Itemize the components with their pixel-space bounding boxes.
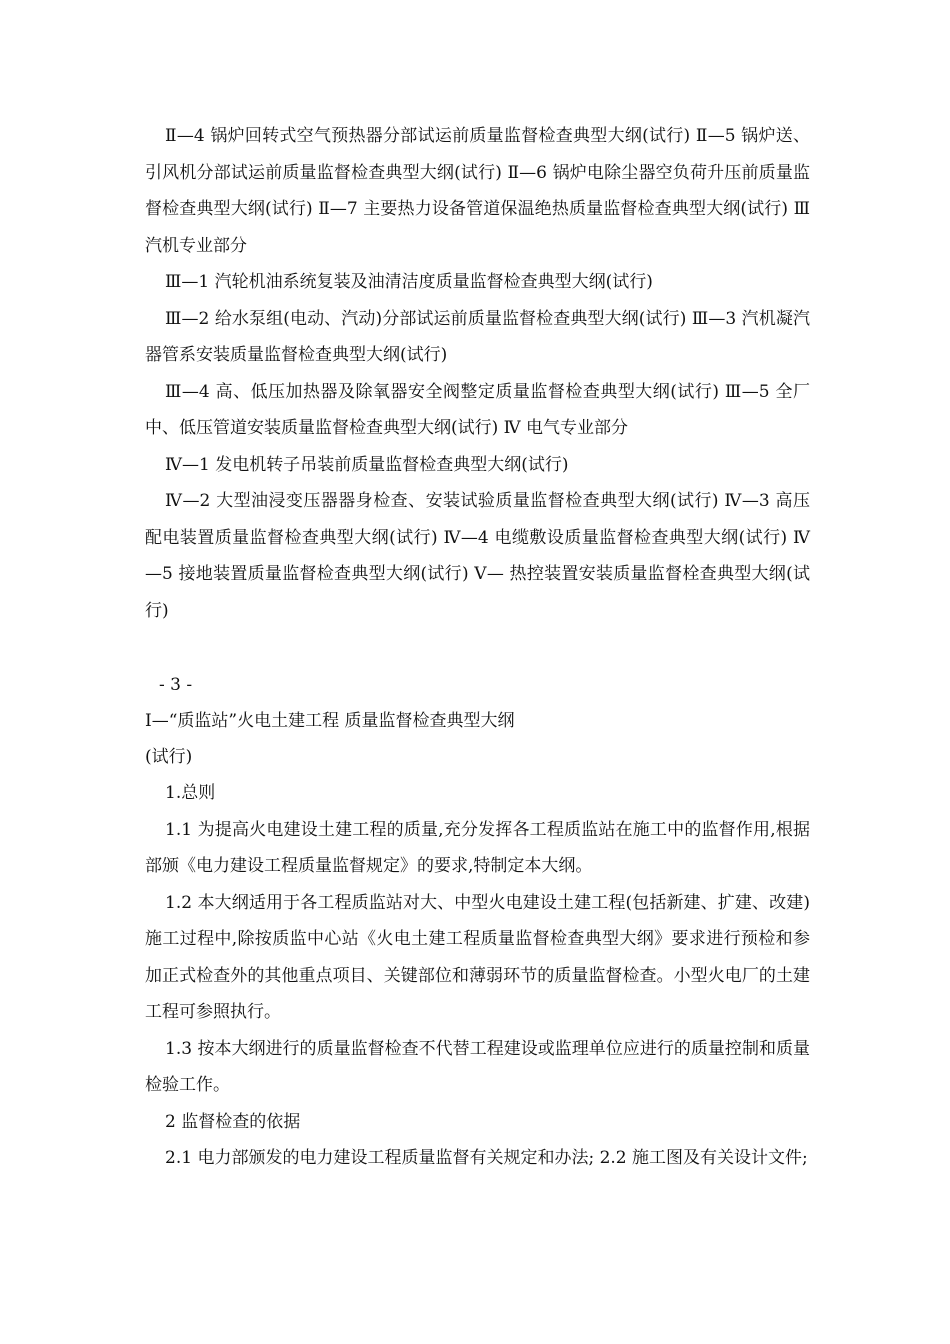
doc-title: I—“质监站”火电土建工程 质量监督检查典型大纲 <box>145 711 515 731</box>
page-number: - 3 - <box>159 675 193 695</box>
contents-entry: Ⅳ—1 发电机转子吊装前质量监督检查典型大纲(试行) <box>165 454 569 475</box>
contents-entry: Ⅲ—1 汽轮机油系统复装及油清洁度质量监督检查典型大纲(试行) <box>165 272 653 292</box>
section-paragraph: 1.3 按本大纲进行的质量监督检查不代替工程建设或监理单位应进行的质量控制和质量检验工作。 <box>145 1038 810 1095</box>
section-gap <box>145 629 810 667</box>
section-paragraph: 1.1 为提高火电建设土建工程的质量,充分发挥各工程质监站在施工中的监督作用,根据部颁《电力建设工程质量监督规定》的要求,特制定本大纲。 <box>145 819 810 876</box>
section-paragraph: 1.2 本大纲适用于各工程质监站对大、中型火电建设土建工程(包括新建、扩建、改建)施工过程中,除按质监中心站《火电土建工程质量监督检查典型大纲》要求进行预检和参加正式检查外的其他重点项目、关键部位和薄弱环节的质量监督检查。小型火电厂的土建工程可参照执行。 <box>145 892 810 1022</box>
contents-entry: Ⅲ—2 给水泵组(电动、汽动)分部试运前质量监督检查典型大纲(试行) Ⅲ—3 汽机凝汽器管系安装质量监督检查典型大纲(试行) <box>145 308 810 365</box>
doc-subtitle: (试行) <box>145 747 193 767</box>
contents-entry: Ⅲ—4 高、低压加热器及除氧器安全阀整定质量监督检查典型大纲(试行) Ⅲ—5 全厂中、低压管道安装质量监督检查典型大纲(试行) Ⅳ 电气专业部分 <box>145 381 810 438</box>
contents-entry: Ⅱ—4 锅炉回转式空气预热器分部试运前质量监督检查典型大纲(试行) Ⅱ—5 锅炉送、引风机分部试运前质量监督检查典型大纲(试行) Ⅱ—6 锅炉电除尘器空负荷升压前质量监督检查典型大纲(试行) Ⅱ—7 主要热力设备管道保温绝热质量监督检查典型大纲(试行) Ⅲ 汽机专业部分 <box>145 126 810 256</box>
section-heading: 1.总则 <box>165 783 216 803</box>
contents-entry: Ⅳ—2 大型油浸变压器器身检查、安装试验质量监督检查典型大纲(试行) Ⅳ—3 高压配电装置质量监督检查典型大纲(试行) Ⅳ—4 电缆敷设质量监督检查典型大纲(试行) Ⅳ—5 接地装置质量监督检查典型大纲(试行) Ⅴ— 热控装置安装质量监督栓查典型大纲(试行) <box>145 491 810 621</box>
section-heading: 2 监督检查的依据 <box>165 1111 301 1132</box>
section-paragraph: 2.1 电力部颁发的电力建设工程质量监督有关规定和办法; 2.2 施工图及有关设计文件; <box>165 1148 808 1168</box>
document-page <box>145 118 810 1177</box>
